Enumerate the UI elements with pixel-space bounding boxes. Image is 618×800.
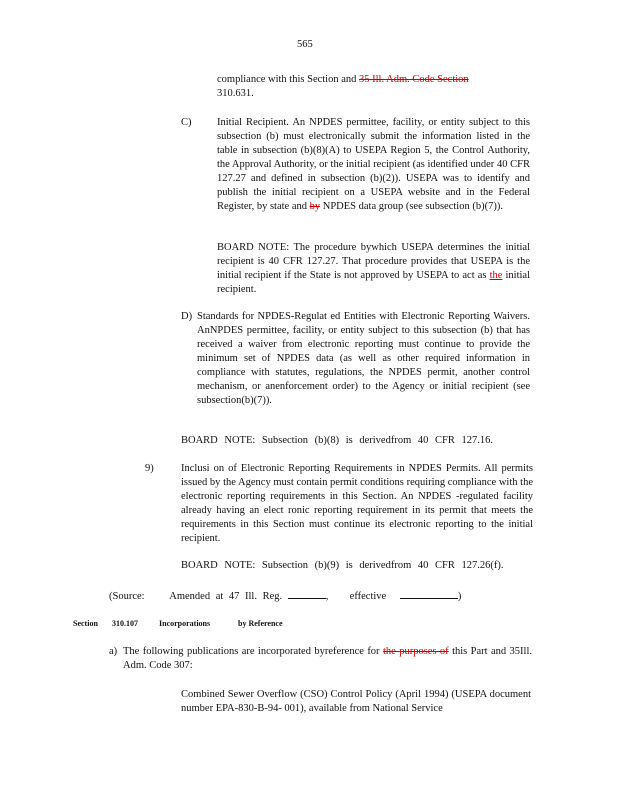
source-open: (Source: bbox=[109, 591, 145, 602]
page-number: 565 bbox=[297, 39, 313, 50]
source-effective: effective bbox=[349, 591, 387, 602]
item-d-marker: D) bbox=[181, 311, 193, 322]
board-note-text: BOARD NOTE: The procedure bywhich USEPA determines the initial recipient is 40 CFR 127.27. That procedure provides that USEPA is the initial recipient if the State is not approved by USEPA to act as bbox=[217, 242, 530, 281]
section-heading-title-end: by Reference bbox=[238, 619, 283, 628]
item-c-text-end: NPDES data group (see subsection (b)(7)). bbox=[320, 201, 503, 212]
deleted-text: by bbox=[309, 201, 321, 212]
citation-paragraph: Combined Sewer Overflow (CSO) Control Policy (April 1994) (USEPA document number EPA-830-B-94- 001), available from National Service bbox=[181, 689, 531, 714]
continuation-tail: 310.631. bbox=[217, 88, 254, 99]
board-note-b9: BOARD NOTE: Subsection (b)(9) is derivedfrom 40 CFR 127.26(f). bbox=[181, 560, 504, 571]
item-c-text: Initial Recipient. An NPDES permittee, facility, or entity subject to this subsection (b) must electronically submit the information listed in the table in subsection (b)(8)(A) to USEPA Region 5, the Control Authority, the Approval Authority, or the initial recipient (as identified under 40 CFR 127.27 and defined in subsection (b)(2)). USEPA was to identify and publish the initial recipient on a USEPA website and in the Federal Register, by state and bbox=[217, 117, 530, 212]
item-a-text: The following publications are incorporated byreference for bbox=[123, 646, 383, 657]
continuation-paragraph bbox=[217, 73, 530, 101]
item-d-paragraph: Standards for NPDES-Regulat ed Entities with Electronic Reporting Waivers. AnNPDES permittee, facility, or entity subject to this subsection (b) that has received a waiver from electronic reporting must continue to provide the minimum set of NPDES data (as well as other required information in compliance with statutes, regulations, the NPDES permit, another control mechanism, or anenforcement order) to the Agency or initial recipient (see subsection(b)(7)). bbox=[197, 311, 530, 406]
item-c-marker: C) bbox=[181, 117, 192, 128]
source-comma: , bbox=[325, 591, 329, 602]
inserted-text: the bbox=[489, 270, 503, 281]
section-heading-title: Incorporations bbox=[159, 619, 211, 628]
section-heading-number: 310.107 bbox=[112, 619, 138, 628]
board-note-text-end: initial recipient. bbox=[217, 270, 530, 295]
item-a-paragraph bbox=[123, 645, 532, 673]
section-heading-word: Section bbox=[73, 619, 98, 628]
source-line bbox=[109, 588, 529, 604]
register-blank bbox=[288, 588, 326, 599]
continuation-text: compliance with this Section and bbox=[217, 74, 360, 85]
item-a-text-end: this Part and 35Ill. Adm. Code 307: bbox=[123, 646, 532, 671]
board-note-c bbox=[217, 241, 530, 297]
item-a-marker: a) bbox=[109, 646, 118, 657]
deleted-text: 35 Ill. Adm. Code Section bbox=[359, 74, 469, 85]
source-close: ) bbox=[457, 591, 462, 602]
deleted-text: the purposes of bbox=[382, 646, 449, 657]
source-amended: Amended at 47 Ill. Reg. bbox=[169, 591, 283, 602]
item-9-marker: 9) bbox=[145, 463, 154, 474]
effective-date-blank bbox=[400, 588, 458, 599]
item-c-paragraph bbox=[217, 116, 530, 214]
item-9-paragraph: Inclusi on of Electronic Reporting Requirements in NPDES Permits. All permits issued by the Agency must contain permit conditions requiring compliance with the electronic reporting requirements in this Section. An NPDES -regulated facility already having an elect ronic reporting requirement in its permit that meets the requirements in this Section must continue its electronic reporting to the initial recipient. bbox=[181, 463, 533, 544]
board-note-b8: BOARD NOTE: Subsection (b)(8) is derivedfrom 40 CFR 127.16. bbox=[181, 435, 493, 446]
